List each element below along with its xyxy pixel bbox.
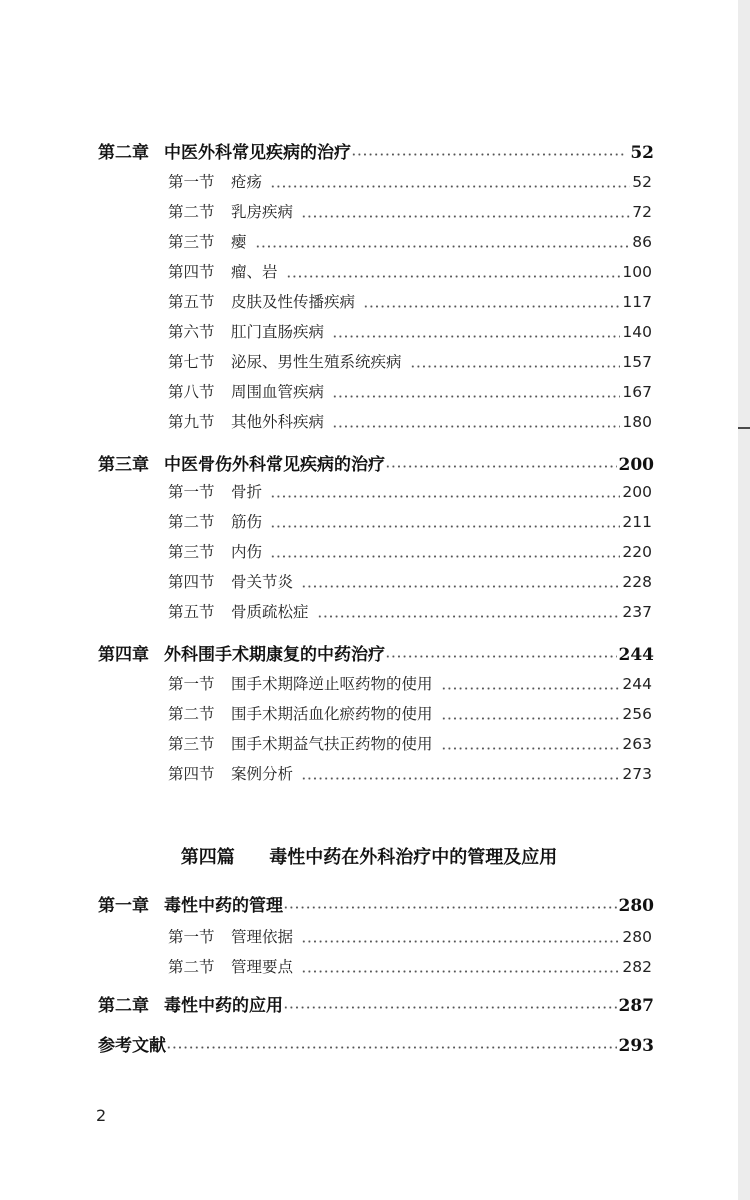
chapter-number: 第四章 xyxy=(98,645,149,665)
toc-section[interactable] xyxy=(168,672,652,702)
section-number: 第四节 xyxy=(168,263,215,281)
section-number: 第三节 xyxy=(168,543,215,561)
toc-section[interactable] xyxy=(168,510,652,540)
toc-section[interactable] xyxy=(168,762,652,792)
page-number: 72 xyxy=(632,203,652,221)
section-number: 第六节 xyxy=(168,323,215,341)
dot-leader xyxy=(332,419,620,435)
dot-leader xyxy=(363,299,620,315)
dot-leader xyxy=(283,999,617,1016)
section-number: 第二节 xyxy=(168,705,215,723)
dot-leader xyxy=(270,489,620,505)
section-title: 骨折 xyxy=(231,483,263,501)
section-number: 第三节 xyxy=(168,233,215,251)
dot-leader xyxy=(255,239,631,255)
dot-leader xyxy=(286,269,621,285)
section-title: 周围血管疾病 xyxy=(231,383,325,401)
toc-chapter[interactable] xyxy=(98,138,654,168)
dot-leader xyxy=(317,609,621,625)
chapter-number: 第一章 xyxy=(98,896,149,916)
toc-chapter[interactable] xyxy=(98,450,654,480)
page-number: 200 xyxy=(622,483,652,501)
chapter-title: 毒性中药的管理 xyxy=(164,896,283,916)
page-number: 52 xyxy=(630,143,654,163)
toc-section[interactable] xyxy=(168,170,652,200)
section-number: 第三节 xyxy=(168,735,215,753)
page-number: 287 xyxy=(618,996,654,1016)
section-title: 骨质疏松症 xyxy=(231,603,309,621)
toc-section[interactable] xyxy=(168,925,652,955)
references-title: 参考文献 xyxy=(98,1036,166,1056)
gutter-tick-mark xyxy=(738,427,750,429)
dot-leader xyxy=(166,1039,617,1056)
section-number: 第一节 xyxy=(168,483,215,501)
page-number: 86 xyxy=(632,233,652,251)
section-number: 第二节 xyxy=(168,513,215,531)
toc-section[interactable] xyxy=(168,350,652,380)
toc-section[interactable] xyxy=(168,230,652,260)
dot-leader xyxy=(301,579,620,595)
chapter-number: 第二章 xyxy=(98,143,149,163)
page-number: 280 xyxy=(618,896,654,916)
page-number: 282 xyxy=(622,958,652,976)
page-number: 52 xyxy=(632,173,652,191)
toc-chapter[interactable] xyxy=(98,640,654,670)
section-title: 骨关节炎 xyxy=(231,573,294,591)
page-number: 263 xyxy=(622,735,652,753)
chapter-number: 第二章 xyxy=(98,996,149,1016)
page-number: 280 xyxy=(622,928,652,946)
chapter-title: 毒性中药的应用 xyxy=(164,996,283,1016)
section-title: 案例分析 xyxy=(231,765,294,783)
page-number: 140 xyxy=(622,323,652,341)
dot-leader xyxy=(283,899,617,916)
toc-section[interactable] xyxy=(168,410,652,440)
toc-chapter[interactable] xyxy=(98,991,654,1021)
page-number: 256 xyxy=(622,705,652,723)
page-number: 180 xyxy=(622,413,652,431)
toc-section[interactable] xyxy=(168,320,652,350)
section-number: 第八节 xyxy=(168,383,215,401)
toc-section[interactable] xyxy=(168,955,652,985)
dot-leader xyxy=(270,549,620,565)
dot-leader xyxy=(301,964,620,980)
section-number: 第二节 xyxy=(168,958,215,976)
toc-section[interactable] xyxy=(168,290,652,320)
toc-references[interactable] xyxy=(98,1031,654,1061)
page-number: 200 xyxy=(618,455,654,475)
page-number: 244 xyxy=(622,675,652,693)
dot-leader xyxy=(385,648,617,665)
section-title: 管理依据 xyxy=(231,928,294,946)
page-number: 237 xyxy=(622,603,652,621)
section-number: 第一节 xyxy=(168,675,215,693)
dot-leader xyxy=(301,934,620,950)
section-title: 围手术期降逆止呕药物的使用 xyxy=(231,675,433,693)
page-number: 228 xyxy=(622,573,652,591)
section-title: 疮疡 xyxy=(231,173,263,191)
section-number: 第四节 xyxy=(168,765,215,783)
page-number: 220 xyxy=(622,543,652,561)
section-title: 瘿 xyxy=(231,233,247,251)
section-number: 第七节 xyxy=(168,353,215,371)
page-number: 167 xyxy=(622,383,652,401)
dot-leader xyxy=(441,711,621,727)
section-number: 第四节 xyxy=(168,573,215,591)
page-number: 293 xyxy=(618,1036,654,1056)
toc-section[interactable] xyxy=(168,540,652,570)
part-title: 毒性中药在外科治疗中的管理及应用 xyxy=(269,847,558,868)
page-number: 100 xyxy=(622,263,652,281)
chapter-title: 中医骨伤外科常见疾病的治疗 xyxy=(164,455,385,475)
page-number: 211 xyxy=(622,513,652,531)
section-title: 其他外科疾病 xyxy=(231,413,325,431)
toc-section[interactable] xyxy=(168,732,652,762)
section-title: 皮肤及性传播疾病 xyxy=(231,293,356,311)
dot-leader xyxy=(332,329,620,345)
section-title: 瘤、岩 xyxy=(231,263,278,281)
section-title: 围手术期活血化瘀药物的使用 xyxy=(231,705,433,723)
page-number: 244 xyxy=(618,645,654,665)
chapter-number: 第三章 xyxy=(98,455,149,475)
section-title: 围手术期益气扶正药物的使用 xyxy=(231,735,433,753)
section-title: 乳房疾病 xyxy=(231,203,294,221)
part-number: 第四篇 xyxy=(180,847,235,868)
chapter-title: 中医外科常见疾病的治疗 xyxy=(164,143,351,163)
dot-leader xyxy=(270,179,630,195)
section-title: 泌尿、男性生殖系统疾病 xyxy=(231,353,402,371)
toc-section[interactable] xyxy=(168,570,652,600)
dot-leader xyxy=(301,209,630,225)
section-number: 第一节 xyxy=(168,173,215,191)
dot-leader xyxy=(301,771,620,787)
dot-leader xyxy=(410,359,621,375)
dot-leader xyxy=(351,146,626,163)
dot-leader xyxy=(385,458,617,475)
toc-section[interactable] xyxy=(168,702,652,732)
section-number: 第一节 xyxy=(168,928,215,946)
part-heading[interactable] xyxy=(0,843,738,869)
section-title: 内伤 xyxy=(231,543,263,561)
toc-section[interactable] xyxy=(168,480,652,510)
toc-section[interactable] xyxy=(168,600,652,630)
dot-leader xyxy=(441,681,621,697)
dot-leader xyxy=(441,741,621,757)
dot-leader xyxy=(332,389,620,405)
chapter-title: 外科围手术期康复的中药治疗 xyxy=(164,645,385,665)
page-number: 273 xyxy=(622,765,652,783)
section-number: 第五节 xyxy=(168,603,215,621)
page-number: 157 xyxy=(622,353,652,371)
section-number: 第九节 xyxy=(168,413,215,431)
page-folio: 2 xyxy=(96,1106,107,1125)
dot-leader xyxy=(270,519,620,535)
section-number: 第五节 xyxy=(168,293,215,311)
toc-chapter[interactable] xyxy=(98,891,654,921)
toc-section[interactable] xyxy=(168,380,652,410)
section-title: 筋伤 xyxy=(231,513,263,531)
toc-section[interactable] xyxy=(168,260,652,290)
section-title: 管理要点 xyxy=(231,958,294,976)
toc-section[interactable] xyxy=(168,200,652,230)
page-number: 117 xyxy=(622,293,652,311)
section-title: 肛门直肠疾病 xyxy=(231,323,325,341)
section-number: 第二节 xyxy=(168,203,215,221)
page-gutter xyxy=(738,0,750,1200)
